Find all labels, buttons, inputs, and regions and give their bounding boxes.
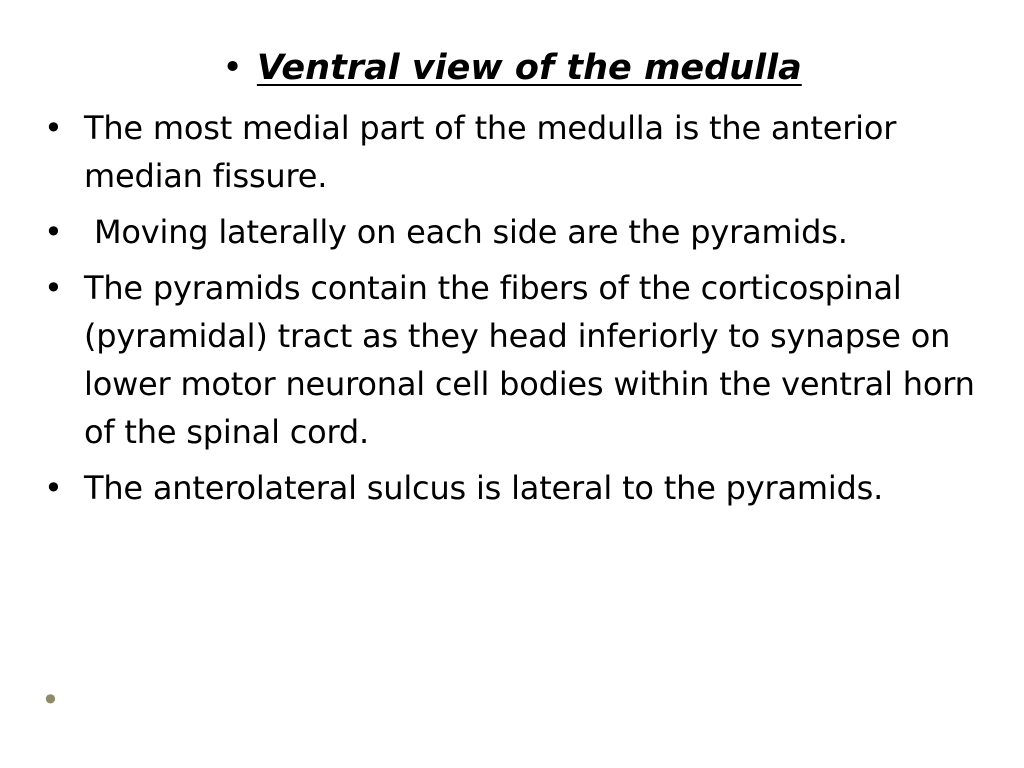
bullet-item-2 — [40, 208, 990, 256]
bullet-marker: • — [44, 269, 63, 307]
bullet-text: The anterolateral sulcus is lateral to the pyramids. — [84, 469, 884, 507]
bullet-item-1 — [40, 104, 990, 200]
empty-bullet: • — [41, 681, 60, 719]
bullet-item-3 — [40, 264, 990, 456]
slide-title-row — [0, 42, 1024, 94]
title-bullet: • — [222, 48, 243, 88]
bullet-text: Moving laterally on each side are the pyramids. — [84, 213, 848, 251]
bullet-marker: • — [44, 469, 63, 507]
bullet-list — [40, 104, 990, 520]
bullet-item-4 — [40, 464, 990, 512]
slide-title: Ventral view of the medulla — [256, 48, 802, 88]
bullet-marker: • — [44, 109, 63, 147]
bullet-text: The pyramids contain the fibers of the corticospinal (pyramidal) tract as they head inferiorly to synapse on lower motor neuronal cell bodies within the ventral horn of the spinal cord. — [84, 269, 975, 451]
bullet-text: The most medial part of the medulla is the anterior median fissure. — [84, 109, 897, 195]
bullet-marker: • — [44, 213, 63, 251]
